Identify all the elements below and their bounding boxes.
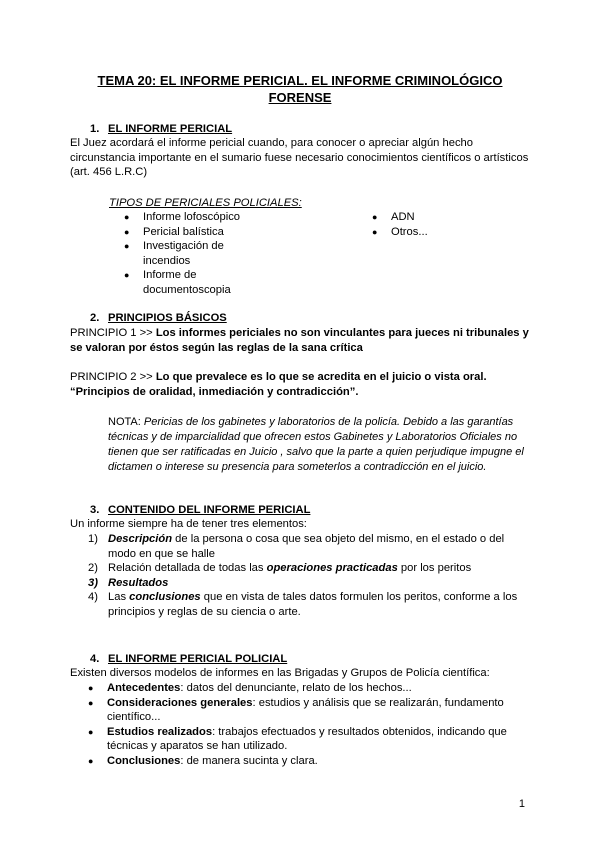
nota-text: Pericias de los gabinetes y laboratorios de la policía. Debido a las garantías técnicas y de imparcialidad que ofrecen estos Gabinetes y Laboratorios Oficiales no tienen que ser ratificadas en Juicio , salvo que la parte a quien perjudique impugne el dictamen o interese su presencia para someterlos a contradicción en el juicio. [108, 416, 524, 473]
section-4-intro: Existen diversos modelos de informes en las Brigadas y Grupos de Policía científica: [70, 667, 490, 679]
item-bold: Consideraciones generales [107, 696, 253, 709]
item-bold: Conclusiones [107, 754, 181, 767]
item-rest: : trabajos efectuados y resultados obtenidos, indicando que técnicas y aparatos se han utilizado. [107, 725, 507, 753]
section-title: EL INFORME PERICIAL [108, 123, 233, 135]
item-pre: Las [108, 591, 130, 604]
principio-1-prefix: PRINCIPIO 1 >> [70, 327, 156, 339]
item-rest: de la persona o cosa que sea objeto del mismo, en el estado o del modo en que se halle [108, 533, 505, 560]
section-title: EL INFORME PERICIAL POLICIAL [108, 653, 288, 665]
list-item: ● Pericial balística [124, 225, 264, 240]
section-number: 2. [90, 312, 100, 324]
list-item [88, 561, 528, 576]
item-rest: : estudios y análisis que se realizarán, fundamento científico... [107, 696, 504, 724]
list-item [88, 576, 528, 591]
tipos-list-right [372, 210, 492, 239]
principio-2-text: Lo que prevalece es lo que se acredita en el juicio o vista oral. “Principios de oralidad, inmediación y contradicción”. [70, 371, 487, 398]
section-title: PRINCIPIOS BÁSICOS [108, 312, 227, 324]
page-number: 1 [518, 798, 525, 810]
principio-1 [70, 326, 532, 355]
item-bold: conclusiones [129, 591, 201, 604]
list-item: ● ADN [372, 210, 492, 225]
list-item: ● Otros... [372, 225, 492, 240]
item-rest: por los peritos [397, 562, 472, 575]
item-pre: Relación detallada de todas las [108, 562, 267, 575]
list-item: ● Informe lofoscópico [124, 210, 264, 225]
section-2-heading [90, 311, 227, 326]
item-bold: Descripción [108, 533, 173, 545]
list-item [88, 725, 528, 754]
informe-policial-list [88, 681, 528, 769]
item-number: 4) [88, 591, 98, 604]
nota-block [108, 415, 526, 475]
section-4-heading [90, 652, 287, 667]
item-bold: Resultados [108, 576, 169, 589]
item-number: 1) [88, 533, 98, 545]
list-item: ● Investigación de incendios [124, 239, 264, 268]
principio-2-prefix: PRINCIPIO 2 >> [70, 371, 156, 383]
principio-2 [70, 370, 532, 399]
item-bold: operaciones practicadas [266, 562, 398, 575]
section-1-body: El Juez acordará el informe pericial cuando, para conocer o apreciar algún hecho circunstancia importante en el sumario fuese necesario conocimientos científicos o artísticos (art. 456 L.R.C) [70, 137, 529, 179]
contenido-list [88, 532, 528, 620]
item-rest: : de manera sucinta y clara. [180, 754, 318, 767]
principio-1-text: Los informes periciales no son vinculantes para jueces ni tribunales y se valoran por éstos según las reglas de la sana crítica [70, 327, 529, 354]
section-number: 4. [90, 653, 100, 665]
list-item [88, 590, 528, 619]
section-title: CONTENIDO DEL INFORME PERICIAL [108, 504, 311, 516]
nota-label: NOTA: [108, 416, 144, 428]
item-bold: Estudios realizados [107, 725, 213, 738]
item-bold: Antecedentes [107, 682, 181, 694]
list-item [88, 681, 528, 696]
list-item [88, 754, 528, 769]
section-3-heading [90, 503, 310, 518]
section-number: 3. [90, 504, 100, 516]
item-number: 3) [88, 576, 98, 589]
item-rest: : datos del denunciante, relato de los hechos... [180, 682, 412, 694]
tipos-list-left [124, 210, 264, 298]
section-1-heading [90, 122, 232, 137]
list-item: ● Informe de documentoscopia [124, 268, 264, 297]
item-number: 2) [88, 562, 98, 575]
page-title: TEMA 20: EL INFORME PERICIAL. EL INFORME CRIMINOLÓGICO FORENSE [97, 73, 503, 105]
section-3-intro: Un informe siempre ha de tener tres elementos: [70, 518, 307, 530]
section-number: 1. [90, 123, 100, 135]
list-item [88, 532, 528, 561]
list-item [88, 696, 528, 725]
tipos-periciales-title: TIPOS DE PERICIALES POLICIALES: [109, 197, 302, 209]
item-rest: que en vista de tales datos formulen los peritos, conforme a los principios y reglas de su ciencia o arte. [108, 591, 518, 618]
